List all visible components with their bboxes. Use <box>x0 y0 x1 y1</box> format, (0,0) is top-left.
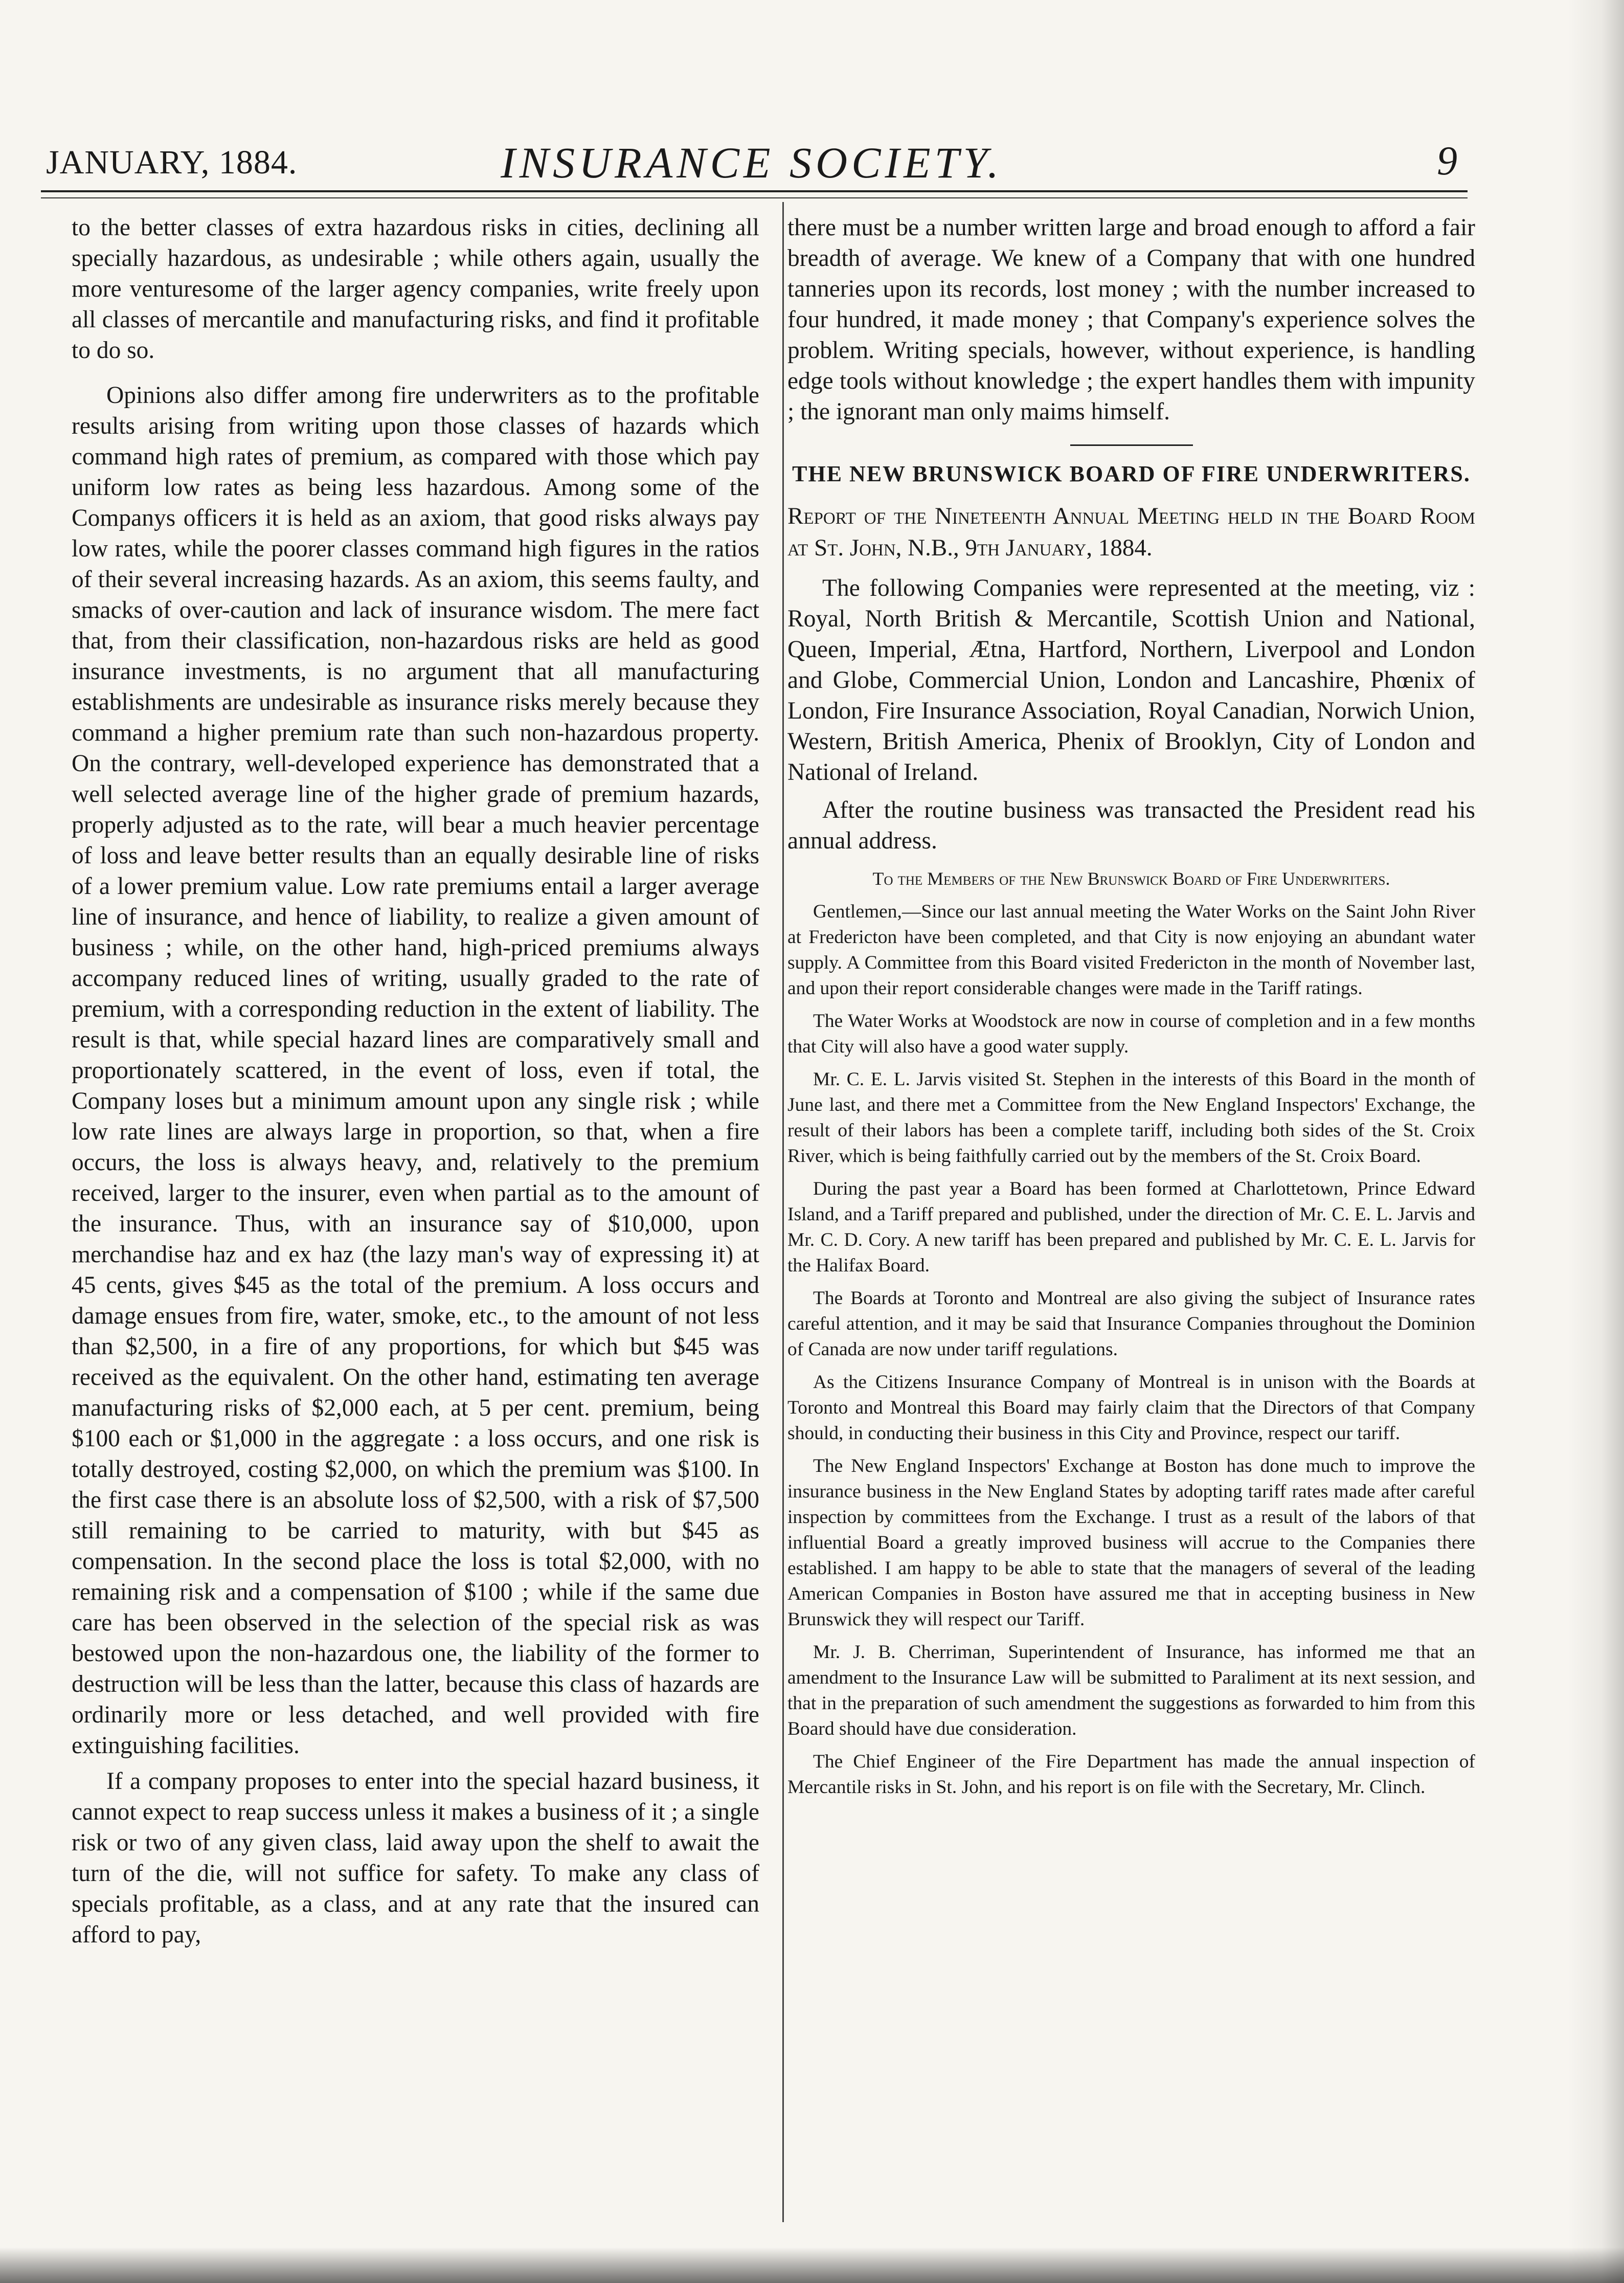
column-divider <box>782 202 784 2222</box>
address-paragraph: Mr. J. B. Cherriman, Superintendent of Insurance, has informed me that an amendment to the Insurance Law will be submitted to Paraliment at its next session, and that in the preparation of such amendment the suggestions as forwarded to him from this Board should have due consideration. <box>787 1642 1475 1739</box>
address-paragraph: The Boards at Toronto and Montreal are also giving the subject of Insurance rates careful attention, and it may be said that Insurance Companies throughout the Dominion of Canada are now under tariff regulations. <box>787 1288 1475 1360</box>
page-header <box>41 128 1462 187</box>
address-paragraph: As the Citizens Insurance Company of Montreal is in unison with the Boards at Toronto and Montreal this Board may fairly claim that the Directors of that Company should, in conducting their business in this City and Province, respect our tariff. <box>787 1372 1475 1444</box>
address-paragraph: The Chief Engineer of the Fire Department has made the annual inspection of Mercantile risks in St. John, and his report is on file with the Secretary, Mr. Clinch. <box>787 1751 1475 1798</box>
paragraph: Opinions also differ among fire underwriters as to the profitable results arising from writing upon those classes of hazards which command high rates of premium, as compared with those which pay uniform low rates as being less hazardous. Among some of the Companys officers it is held as an axiom, that good risks always pay low rates, while the poorer classes command high figures in the ratios of their several increasing hazards. As an axiom, this seems faulty, and smacks of over-caution and lack of insurance wisdom. The mere fact that, from their classification, non-hazardous risks are held as good insurance investments, is no argument that all manufacturing establishments are undesirable as insurance risks merely because they command a higher premium rate than such non-hazardous property. On the contrary, well-developed experience has demonstrated that a well selected average line of the higher grade of premium hazards, properly adjusted as to the rate, will bear a much heavier percentage of loss and leave better results than an equally desirable line of risks of a lower premium value. Low rate premiums entail a larger average line of insurance, and hence of liability, to realize a given amount of business ; while, on the other hand, high-priced premiums always accompany reduced lines of writing, usually graded to the rate of premium, with a corresponding reduction in the extent of liability. The result is that, while special hazard lines are comparatively small and proportionately scattered, in the event of loss, even if total, the Company loses but a minimum amount upon any single risk ; while low rate lines are always large in proportion, so that, when a fire occurs, the loss is always heavy, and, relatively to the premium received, larger to the insurer, even when partial as to the amount of the insurance. Thus, with an insurance say of $10,000, upon merchandise haz and ex haz (the lazy man's way of expressing it) at 45 cents, gives $45 as the total of the premium. A loss occurs and damage ensues from fire, water, smoke, etc., to the amount of not less than $2,500, in a fire of any proportions, for which but $45 was received as the equivalent. On the other hand, estimating ten average manufacturing risks of $2,000 each, at 5 per cent. premium, being $100 each or $1,000 in the aggregate : a loss occurs, and one risk is totally destroyed, costing $2,000, on which the premium was $100. In the first case there is an absolute loss of $2,500, with a risk of $7,500 still remaining to be carried to maturity, with but $45 as compensation. In the second place the loss is total $2,000, with no remaining risk and a compensation of $100 ; while if the same due care has been observed in the selection of the special risk as was bestowed upon the non-hazardous one, the liability of the former to destruction will be less than the latter, because this class of hazards are ordinarily more or less detached, and well provided with fire extinguishing facilities. <box>72 382 759 1759</box>
president-address <box>787 899 1475 1800</box>
bottom-edge-shadow <box>0 2247 1624 2283</box>
address-paragraph: The Water Works at Woodstock are now in course of completion and in a few months that City will also have a good water supply. <box>787 1011 1475 1057</box>
address-paragraph: The New England Inspectors' Exchange at Boston has done much to improve the insurance business in the New England States by adopting tariff rates made after careful inspection by committees from the Exchange. I trust as a result of the labors of that influential Board a greatly improved business will accrue to the Companies there established. I am happy to be able to state that the managers of several of the leading American Companies in Boston have assured me that in accepting business in New Brunswick they will respect our Tariff. <box>787 1456 1475 1630</box>
address-heading: To the Members of the New Brunswick Board of Fire Underwriters. <box>872 868 1390 889</box>
paragraph: The following Companies were represented at the meeting, viz : Royal, North British & Mercantile, Scottish Union and National, Queen, Imperial, Ætna, Hartford, Northern, Liverpool and London and Globe, Commercial Union, London and Lancashire, Phœnix of London, Fire Insurance Association, Royal Canadian, Norwich Union, Western, British America, Phenix of Brooklyn, City of London and National of Ireland. <box>787 575 1475 786</box>
page-number: 9 <box>1437 139 1457 184</box>
header-rule <box>41 190 1468 192</box>
publication-title: INSURANCE SOCIETY. <box>501 138 1003 187</box>
section-rule <box>1070 444 1193 446</box>
left-column <box>72 212 759 1950</box>
report-heading: Report of the Nineteenth Annual Meeting held in the Board Room at St. John, N.B., 9th January, 1884. <box>787 503 1475 561</box>
paragraph: to the better classes of extra hazardous risks in cities, declining all specially hazardous, as undesirable ; while others again, usually the more venturesome of the larger agency companies, write freely upon all classes of mercantile and manufacturing risks, and find it profitable to do so. <box>72 214 759 364</box>
page-edge-shadow <box>1568 0 1624 2283</box>
issue-date: JANUARY, 1884. <box>46 144 298 181</box>
address-paragraph: Mr. C. E. L. Jarvis visited St. Stephen in the interests of this Board in the month of June last, and there met a Committee from the New England Inspectors' Exchange, the result of their labors has been a complete tariff, including both sides of the St. Croix River, which is being faithfully carried out by the members of the St. Croix Board. <box>787 1069 1475 1167</box>
paragraph: After the routine business was transacted the President read his annual address. <box>787 797 1475 854</box>
paragraph: there must be a number written large and broad enough to afford a fair breadth of average. We knew of a Company that with one hundred tanneries upon its records, lost money ; with the number increased to four hundred, it made money ; that Company's experience solves the problem. Writing specials, however, without experience, is handling edge tools without knowledge ; the expert handles them with impunity ; the ignorant man only maims himself. <box>787 214 1475 425</box>
header-rule-thin <box>41 197 1468 198</box>
address-paragraph: Gentlemen,—Since our last annual meeting the Water Works on the Saint John River at Fredericton have been completed, and that City is now enjoying an abundant water supply. A Committee from this Board visited Fredericton in the month of November last, and upon their report considerable changes were made in the Tariff ratings. <box>787 901 1475 999</box>
section-title: THE NEW BRUNSWICK BOARD OF FIRE UNDERWRITERS. <box>792 461 1471 486</box>
paragraph: If a company proposes to enter into the special hazard business, it cannot expect to reap success unless it makes a business of it ; a single risk or two of any given class, laid away upon the shelf to await the turn of the die, will not suffice for safety. To make any class of specials profitable, as a class, and at any rate that the insured can afford to pay, <box>72 1768 759 1948</box>
address-paragraph: During the past year a Board has been formed at Charlottetown, Prince Edward Island, and a Tariff prepared and published, under the direction of Mr. C. E. L. Jarvis and Mr. C. D. Cory. A new tariff has been prepared and published by Mr. C. E. L. Jarvis for the Halifax Board. <box>787 1178 1475 1276</box>
right-column <box>787 212 1475 1807</box>
